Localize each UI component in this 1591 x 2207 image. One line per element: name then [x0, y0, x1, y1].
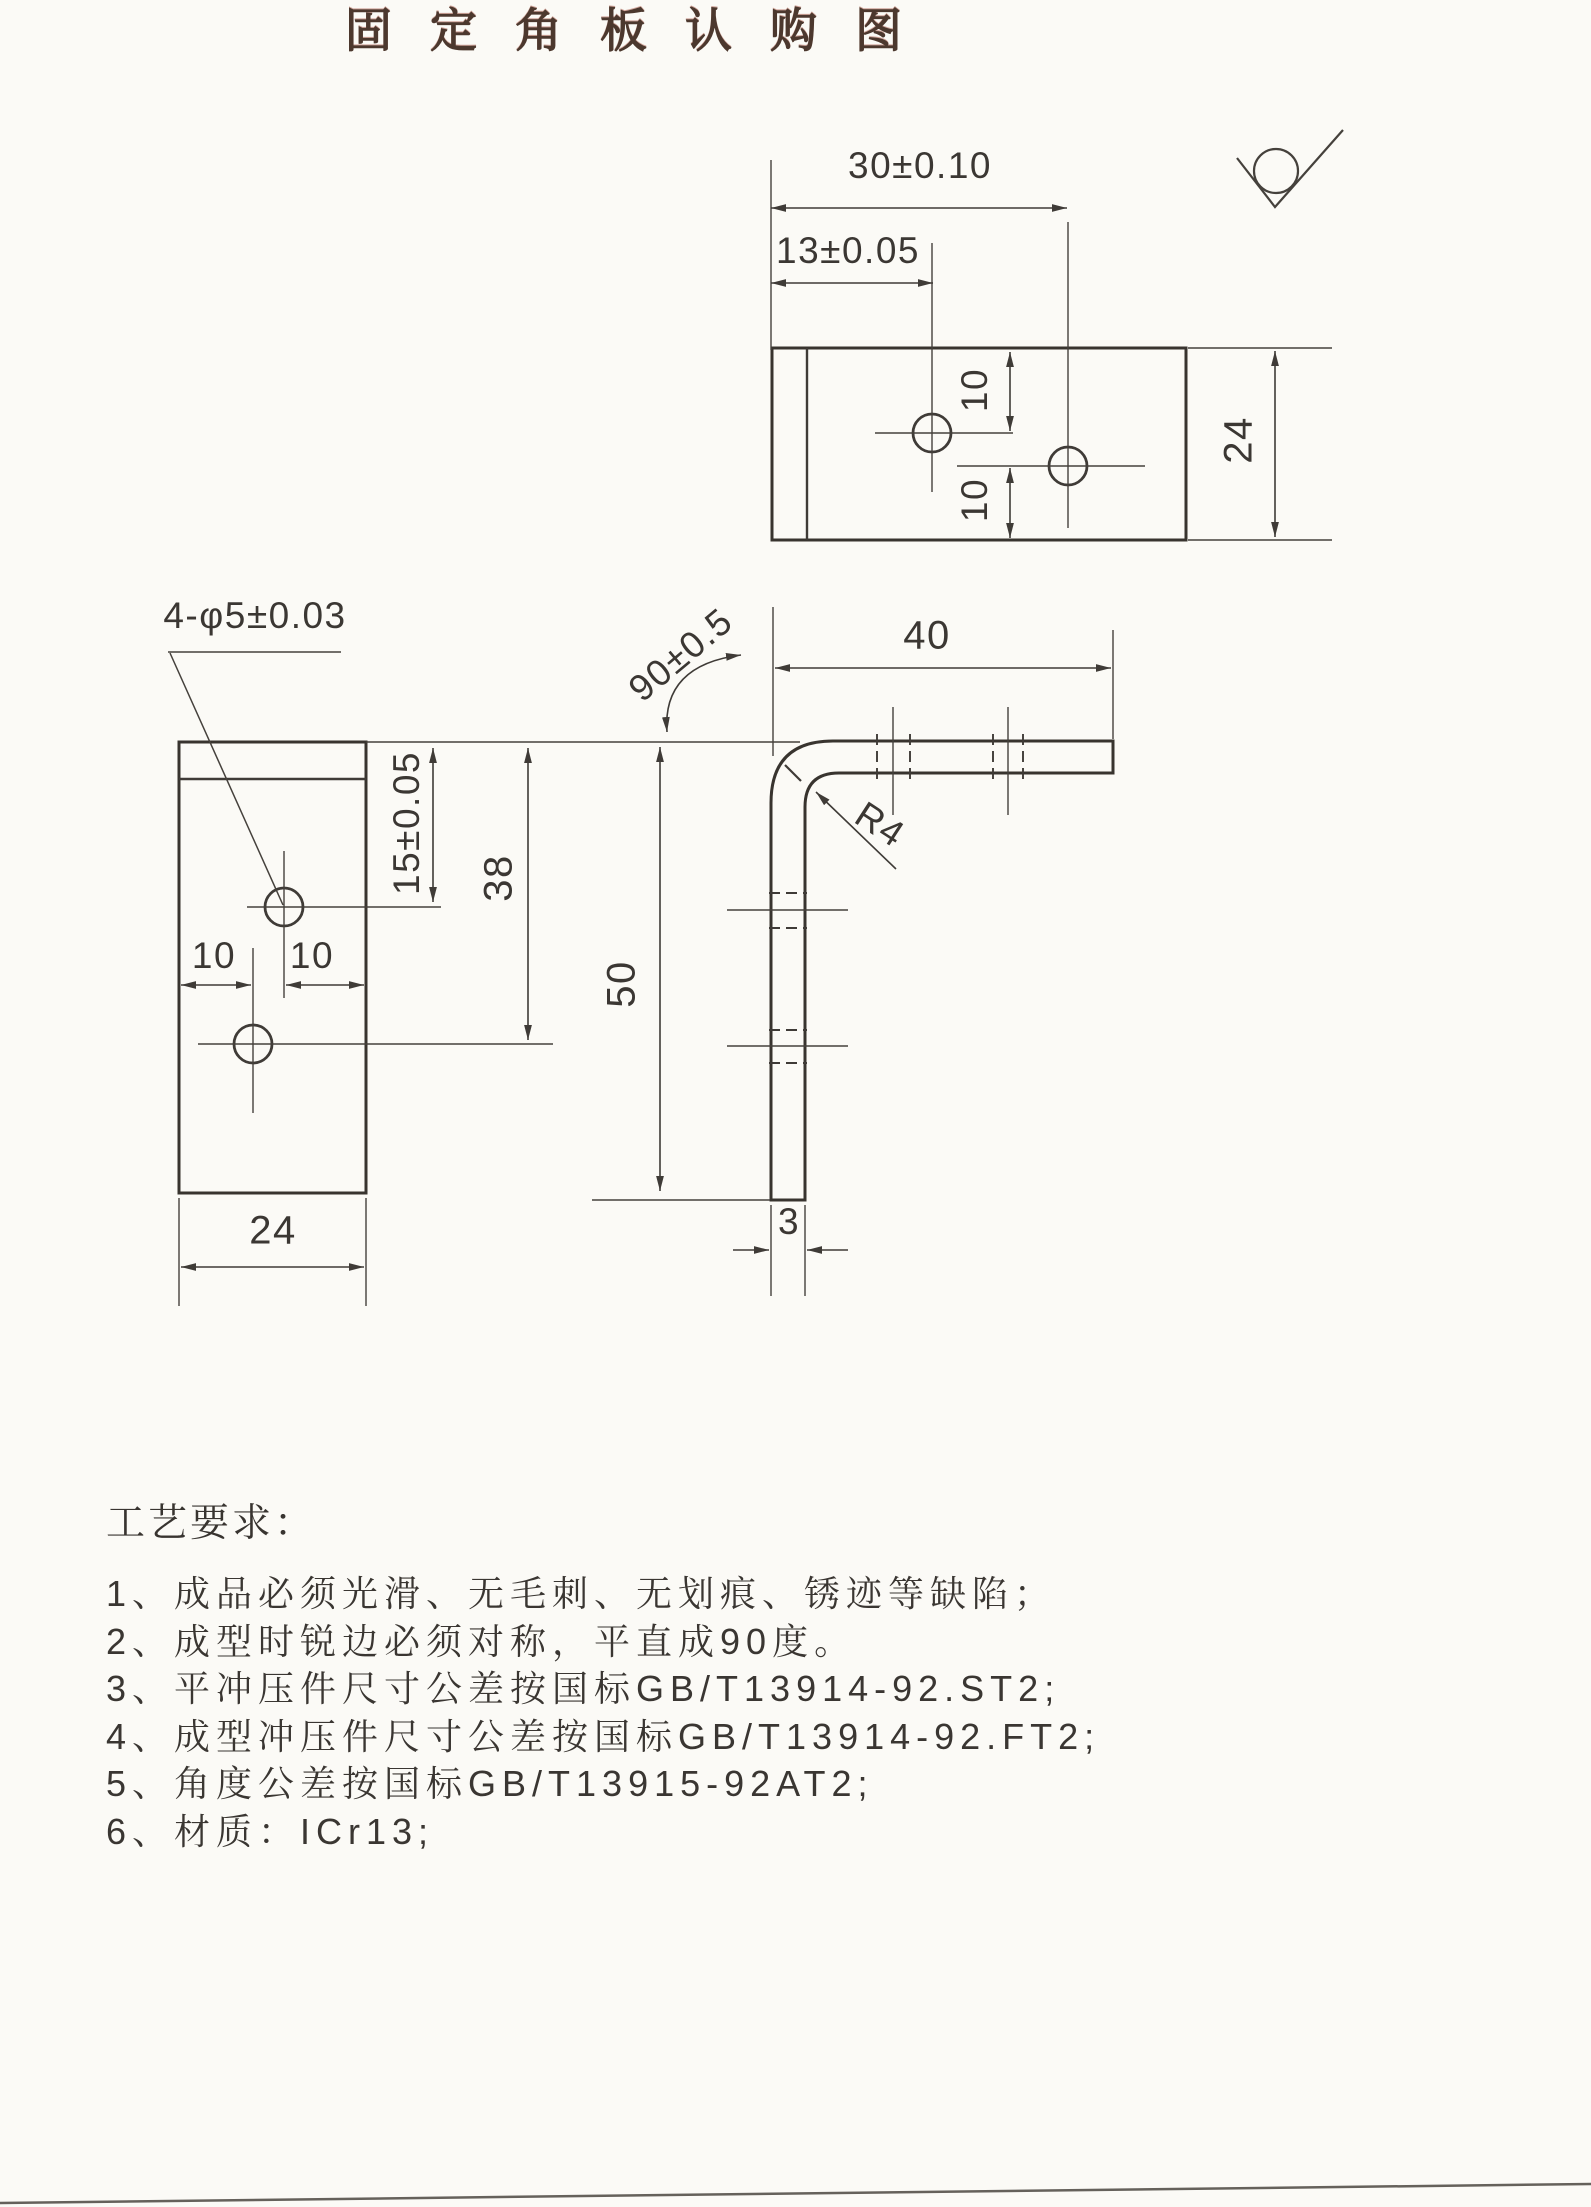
note-item: 6、材质：ICr13; [106, 1810, 435, 1852]
process-notes [106, 1492, 1406, 1855]
front-view-dimension-lines [181, 748, 528, 1267]
surface-finish-icon [1237, 130, 1343, 207]
hole-callout: 4-φ5±0.03 [163, 595, 347, 636]
side-view-outline [771, 741, 1113, 1200]
dim-top-width: 30±0.10 [848, 145, 992, 186]
dim-bend-angle: 90±0.5 [620, 599, 741, 710]
side-view-centerlines [592, 607, 1113, 1296]
dim-left-pitch: 10 [191, 935, 237, 976]
dim-leg-side: 50 [599, 960, 644, 1008]
note-item: 1、成品必须光滑、无毛刺、无划痕、锈迹等缺陷； [106, 1573, 1057, 1614]
top-view-centerlines [771, 160, 1332, 540]
note-item: 3、平冲压件尺寸公差按国标GB/T13914-92.ST2; [106, 1668, 1061, 1709]
dim-hole-edge: 15±0.05 [386, 751, 427, 895]
dim-hole-span: 38 [476, 854, 521, 902]
top-view-features [807, 348, 1087, 540]
side-view-hidden-hole-lines [769, 734, 1023, 1063]
note-item: 5、角度公差按国标GB/T13915-92AT2; [106, 1763, 874, 1804]
front-view-features [179, 779, 366, 1063]
dim-plate-width: 24 [249, 1208, 297, 1253]
dim-thickness: 3 [777, 1201, 801, 1242]
note-item: 2、成型时锐边必须对称，平直成90度。 [106, 1620, 857, 1662]
dim-hole-bottom: 10 [954, 477, 995, 523]
dim-hole-top: 10 [954, 367, 995, 413]
notes-header: 工艺要求： [106, 1502, 317, 1545]
dim-leg-top: 40 [903, 613, 951, 658]
side-view-dimension-lines [660, 655, 1111, 1250]
scan-page-edge [0, 2184, 1591, 2203]
drawing-title: 固定角板认购图 [345, 4, 940, 57]
dim-hole-offset: 13±0.05 [776, 230, 920, 271]
note-item: 4、成型冲压件尺寸公差按国标GB/T13914-92.FT2; [106, 1715, 1101, 1757]
dim-right-pitch: 10 [289, 935, 335, 976]
dim-bend-radius: R4 [848, 793, 913, 856]
dim-plate-depth: 24 [1216, 416, 1261, 464]
